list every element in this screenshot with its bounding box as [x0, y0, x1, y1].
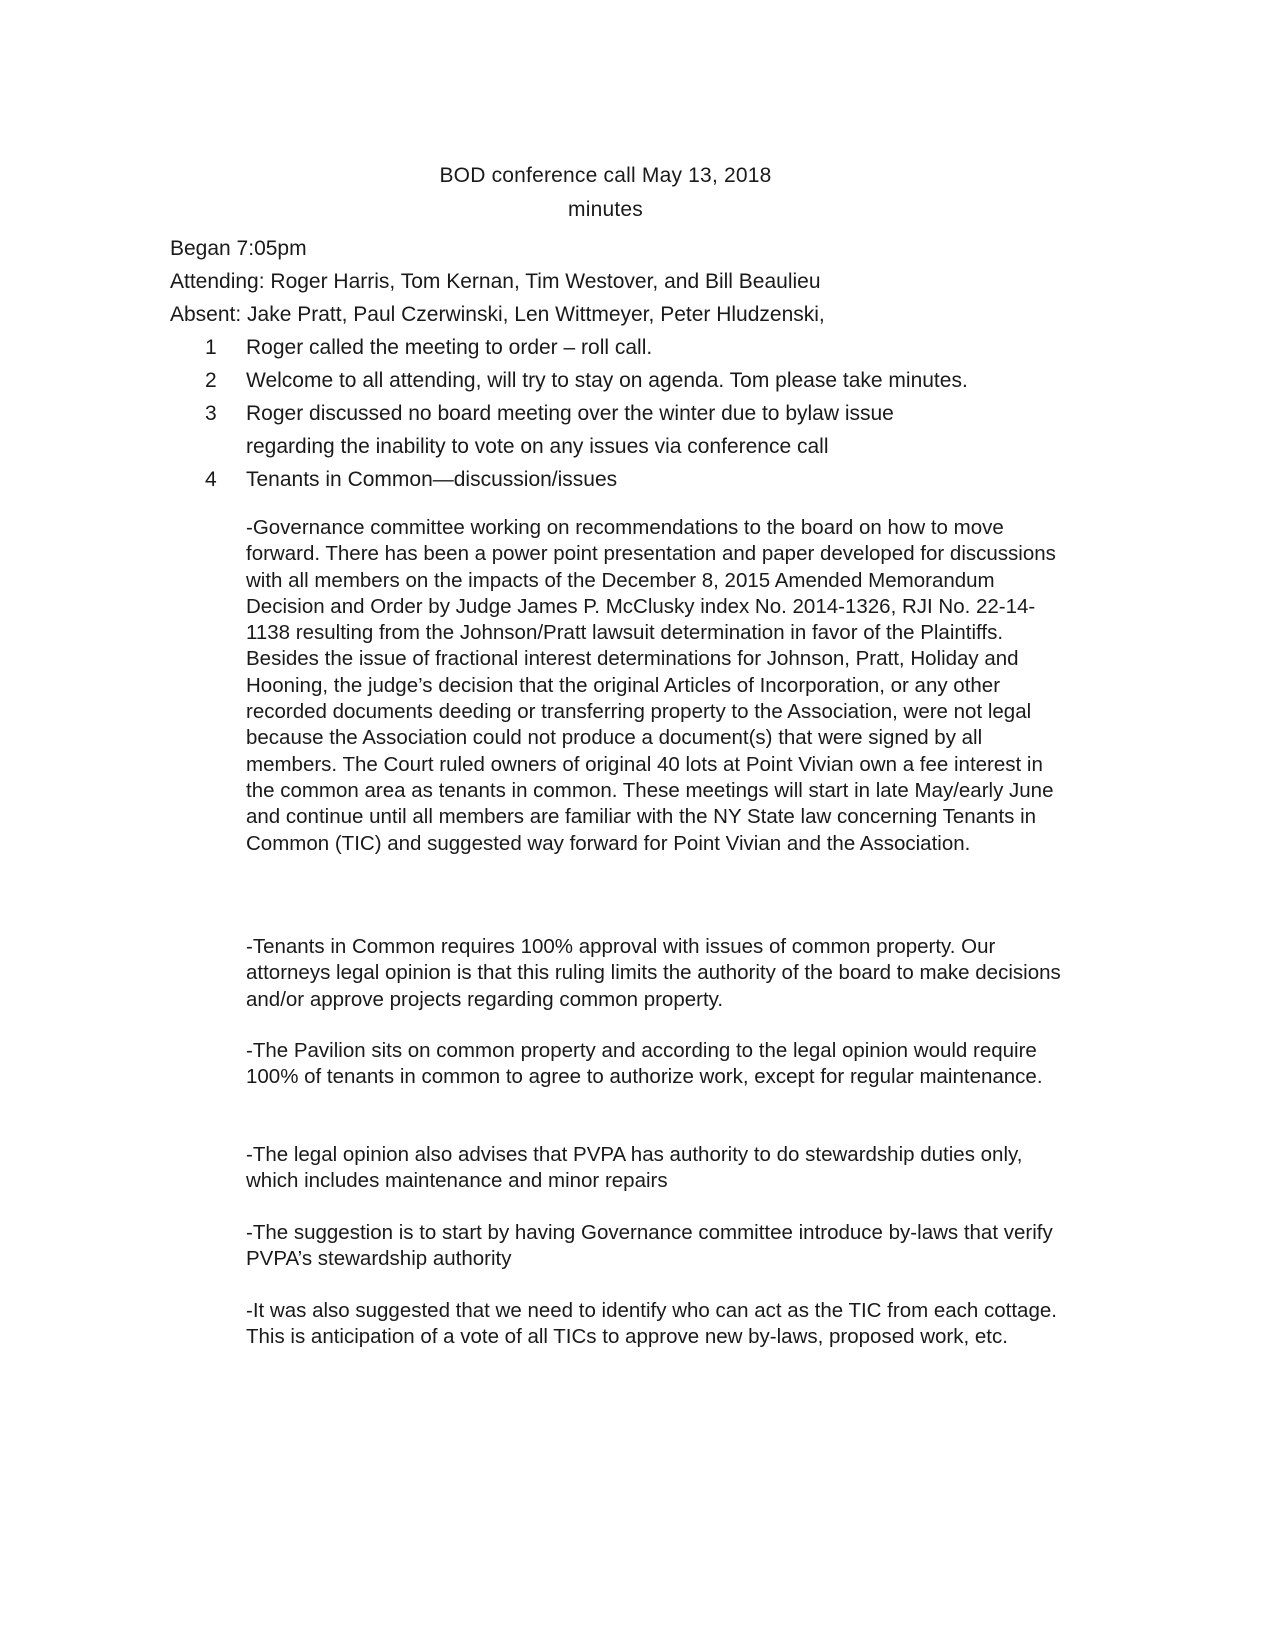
meeting-header	[170, 232, 1170, 331]
attending-list: Attending: Roger Harris, Tom Kernan, Tim Westover, and Bill Beaulieu	[170, 270, 821, 293]
absent-list: Absent: Jake Pratt, Paul Czerwinski, Len Wittmeyer, Peter Hludzenski,	[170, 303, 825, 326]
document-title: BOD conference call May 13, 2018	[439, 164, 772, 187]
paragraph-tic-approval: -Tenants in Common requires 100% approval with issues of common property. Our attorneys legal opinion is that this ruling limits the authority of the board to make decisions and/or approve projects regarding common property.	[246, 935, 1061, 1011]
agenda-item-text: Roger discussed no board meeting over the winter due to bylaw issue regarding the inability to vote on any issues via conference call	[246, 402, 894, 458]
agenda-item	[170, 331, 1170, 364]
paragraph-stewardship: -The legal opinion also advises that PVPA has authority to do stewardship duties only, which includes maintenance and minor repairs	[246, 1143, 1023, 1193]
agenda-item-number: 3	[205, 402, 217, 425]
agenda-item-text: Tenants in Common—discussion/issues	[246, 468, 618, 491]
paragraph-governance: -Governance committee working on recommendations to the board on how to move forward. There has been a power point presentation and paper developed for discussions with all members on the impacts of the December 8, 2015 Amended Memorandum Decision and Order by Judge James P. McClusky index No. 2014-1326, RJI No. 22-14-1138 resulting from the Johnson/Pratt lawsuit determination in favor of the Plaintiffs. Besides the issue of fractional interest determinations for Johnson, Pratt, Holiday and Hooning, the judge’s decision that the original Articles of Incorporation, or any other recorded documents deeding or transferring property to the Association, were not legal because the Association could not produce a document(s) that were signed by all members. The Court ruled owners of original 40 lots at Point Vivian own a fee interest in the common area as tenants in common. These meetings will start in late May/early June and continue until all members are familiar with the NY State law concerning Tenants in Common (TIC) and suggested way forward for Point Vivian and the Association.	[246, 516, 1056, 855]
agenda-item-text: Welcome to all attending, will try to stay on agenda. Tom please take minutes.	[246, 369, 968, 392]
agenda-item-number: 4	[205, 468, 217, 491]
agenda-list	[170, 331, 1170, 496]
agenda-item-number: 1	[205, 336, 217, 359]
agenda-item	[170, 364, 1170, 397]
agenda-item-text: Roger called the meeting to order – roll call.	[246, 336, 653, 359]
paragraph-pavilion: -The Pavilion sits on common property and according to the legal opinion would require 100% of tenants in common to agree to authorize work, except for regular maintenance.	[246, 1039, 1043, 1089]
document-subtitle: minutes	[568, 198, 643, 221]
began-time: Began 7:05pm	[170, 237, 307, 260]
paragraph-tic-identification: -It was also suggested that we need to identify who can act as the TIC from each cottage. This is anticipation of a vote of all TICs to approve new by-laws, proposed work, etc.	[246, 1299, 1057, 1349]
paragraph-bylaws-suggestion: -The suggestion is to start by having Governance committee introduce by-laws that verify PVPA’s stewardship authority	[246, 1221, 1053, 1271]
agenda-item	[170, 397, 936, 463]
agenda-item	[170, 463, 1170, 496]
agenda-item-number: 2	[205, 369, 217, 392]
